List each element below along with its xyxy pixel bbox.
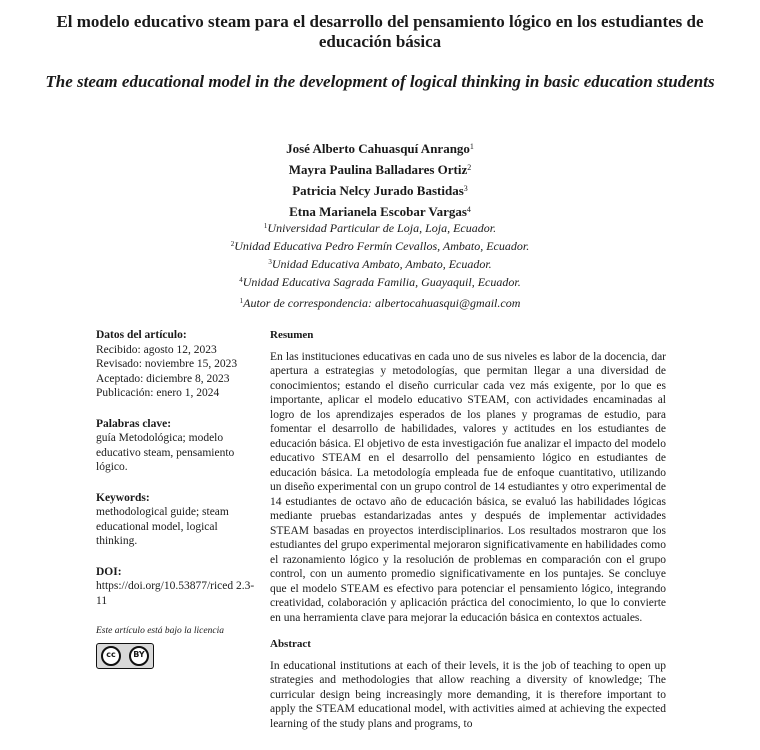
- article-metadata-sidebar: [96, 328, 260, 669]
- doi-link[interactable]: https://doi.org/10.53877/riced 2.3-11: [96, 580, 255, 607]
- paper-title-english: The steam educational model in the development of logical thinking in basic education students: [45, 72, 715, 91]
- paper-title-spanish: El modelo educativo steam para el desarrollo del pensamiento lógico en los estudiantes de educación básica: [56, 12, 704, 51]
- author-4: Etna Marianela Escobar Vargas$^4$: [289, 204, 471, 219]
- abstract-heading: Abstract: [270, 638, 311, 650]
- published-date: Publicación: enero 1, 2024: [96, 387, 220, 399]
- affiliation-1: $^1$Universidad Particular de Loja, Loja, Ecuador.: [263, 221, 497, 235]
- author-3: Patricia Nelcy Jurado Bastidas$^3$: [292, 183, 468, 198]
- affiliation-2: $^2$Unidad Educativa Pedro Fermín Cevallos, Ambato, Ecuador.: [230, 239, 530, 253]
- correspondence-line: $^1$Autor de correspondencia: albertocahuasqui@gmail.com: [239, 296, 521, 310]
- article-dates: [96, 328, 260, 401]
- by-icon: BY: [129, 646, 149, 666]
- keywords-spanish-heading: Palabras clave:: [96, 417, 172, 430]
- keywords-spanish: [96, 417, 260, 475]
- license-note: Este artículo está bajo la licencia: [96, 626, 224, 636]
- doi-block: [96, 565, 260, 609]
- author-2: Mayra Paulina Balladares Ortiz$^2$: [288, 162, 472, 177]
- received-date: Recibido: agosto 12, 2023: [96, 343, 217, 356]
- doi-heading: DOI:: [96, 565, 122, 578]
- revised-date: Revisado: noviembre 15, 2023: [96, 358, 238, 370]
- keywords-english-text: methodological guide; steam educational model, logical thinking.: [96, 506, 229, 547]
- cc-icon: cc: [101, 646, 121, 666]
- author-1: José Alberto Cahuasquí Anrango$^1$: [286, 141, 474, 156]
- cc-by-license-badge[interactable]: [96, 643, 154, 669]
- affiliation-list: [0, 218, 760, 290]
- affiliation-4: $^4$Unidad Educativa Sagrada Familia, Guayaquil, Ecuador.: [239, 275, 521, 289]
- accepted-date: Aceptado: diciembre 8, 2023: [96, 372, 230, 385]
- keywords-english-heading: Keywords:: [96, 491, 150, 504]
- article-data-heading: Datos del artículo:: [96, 329, 187, 341]
- keywords-spanish-text: guía Metodológica; modelo educativo steam, pensamiento lógico.: [96, 432, 235, 473]
- abstract-text: In educational institutions at each of their levels, it is the job of teaching to open up strategies and methodologies that allow reaching a diversity of knowledge; The curricular design being increasingly more demanding, it is therefore important to apply the STEAM educational model, with activities aimed at achieving the expected learning of the study plans and programs, to: [270, 659, 666, 730]
- affiliation-3: $^3$Unidad Educativa Ambato, Ambato, Ecuador.: [268, 257, 492, 271]
- resumen-text: En las instituciones educativas en cada uno de sus niveles es labor de la docencia, dar apertura a estrategias y metodologías, que permitan llegar a una diversidad de conocimientos; estando el diseño curricular cada vez más exigente, por lo que es importante, aplicar el modelo educativo STEAM, con actividades encaminadas al logro de los aprendizajes esperados de los planes y programas de estudio, para fomentar el desarrollo de habilidades, valores y actitudes en los estudiantes de educación básica. El objetivo de esta investigación fue analizar el impacto del modelo educativo STEAM en el desarrollo del pensamiento lógico en estudiantes de educación básica. La metodología empleada fue de enfoque cuantitativo, utilizando un diseño experimental con un grupo control de 14 estudiantes y otro experimental de 14 estudiantes de octavo año de educación básica, se evaluó las habilidades lógicas mediante pruebas estandarizadas antes y después de implementar actividades STEAM basadas en proyectos interdisciplinarios. Los resultados mostraron que los estudiantes del grupo experimental mejoraron significativamente en habilidades como el razonamiento lógico y la resolución de problemas en comparación con el grupo control, con un aumento promedio significativamente en los puntajes. Se concluye que el modelo STEAM es efectivo para potenciar el pensamiento lógico, integrando creatividad, colaboración y aplicación práctica del conocimiento, lo que lo convierte en una herramienta clave para mejorar la educación básica en contextos actuales.: [270, 350, 666, 624]
- abstract-column: [270, 328, 666, 731]
- resumen-heading: Resumen: [270, 329, 314, 341]
- author-list: [0, 137, 760, 221]
- keywords-english: [96, 491, 260, 549]
